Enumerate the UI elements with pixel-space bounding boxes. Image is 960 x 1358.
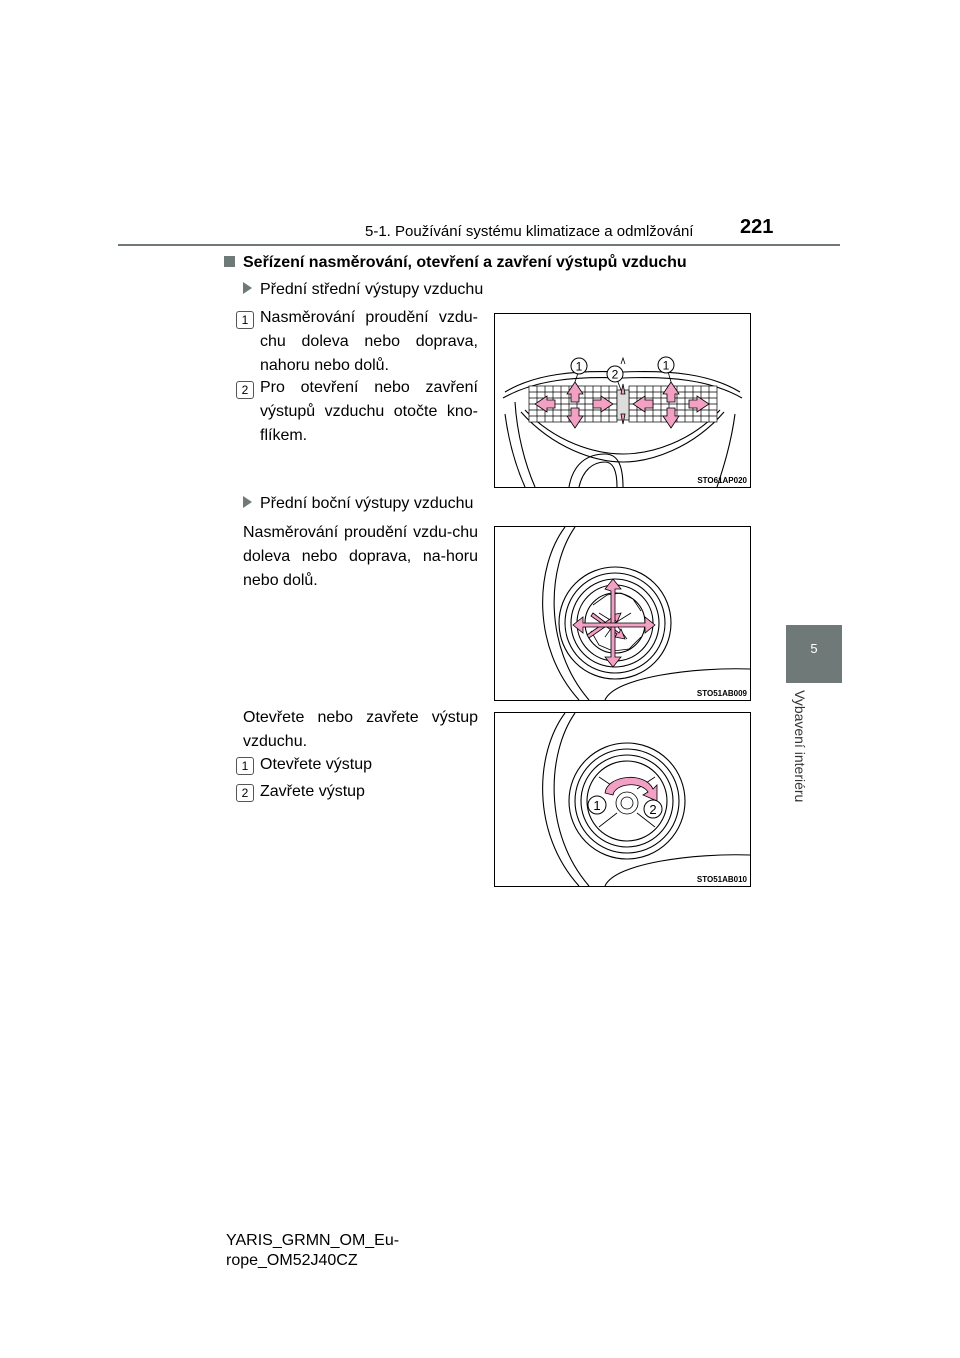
triangle-bullet-icon [243, 282, 252, 294]
side-vent-dial-illustration [495, 713, 750, 886]
figure-code: STO61AP020 [697, 476, 747, 485]
figure-label: 2 [649, 802, 657, 817]
figure-label: 1 [662, 358, 670, 373]
instruction-text: Pro otevření nebo zavření výstupů vzduchu otočte kno-flíkem. [260, 379, 478, 444]
figure-label: 1 [593, 798, 601, 813]
instruction-text: Otevřete výstup [260, 756, 373, 773]
page-number: 221 [740, 216, 774, 238]
square-bullet-icon [224, 256, 235, 267]
figure-center-vents [494, 313, 751, 488]
chapter-tab: 5 [786, 625, 842, 683]
footer-doc-id [226, 1231, 399, 1271]
figure-side-vent [494, 526, 751, 701]
figure-code: STO51AB010 [696, 875, 747, 884]
instruction-text: Otevřete nebo zavřete výstup vzduchu. [243, 709, 478, 750]
instruction-text: Zavřete výstup [260, 783, 365, 800]
instruction-text: Nasměrování proudění vzdu-chu doleva nebo doprava, nahoru nebo dolů. [260, 309, 478, 374]
footer-line: rope_OM52J40CZ [226, 1252, 358, 1269]
main-heading-text: Seřízení nasměrování, otevření a zavření výstupů vzduchu [243, 254, 687, 271]
header-rule [118, 244, 840, 246]
triangle-bullet-icon [243, 496, 252, 508]
figure-side-vent-dial [494, 712, 751, 887]
main-heading [224, 254, 687, 272]
subsection-title: Přední střední výstupy vzduchu [243, 281, 483, 299]
figure-code: STO51AB009 [696, 689, 747, 698]
callout-badge: 1 [236, 757, 254, 775]
callout-badge: 2 [236, 784, 254, 802]
callout-badge: 2 [236, 381, 254, 399]
center-vents-illustration [495, 314, 750, 487]
figure-label: 1 [575, 359, 583, 374]
chapter-title: Vybavení interiéru [792, 690, 808, 803]
figure-label: 2 [611, 367, 619, 382]
instruction-text: Nasměrování proudění vzdu-chu doleva nebo doprava, na-horu nebo dolů. [243, 524, 478, 589]
subsection-title: Přední boční výstupy vzduchu [243, 495, 473, 513]
footer-line: YARIS_GRMN_OM_Eu- [226, 1232, 400, 1249]
section-title: 5-1. Používání systému klimatizace a odmlžování [365, 223, 694, 240]
side-vent-illustration [495, 527, 750, 700]
callout-badge: 1 [236, 311, 254, 329]
